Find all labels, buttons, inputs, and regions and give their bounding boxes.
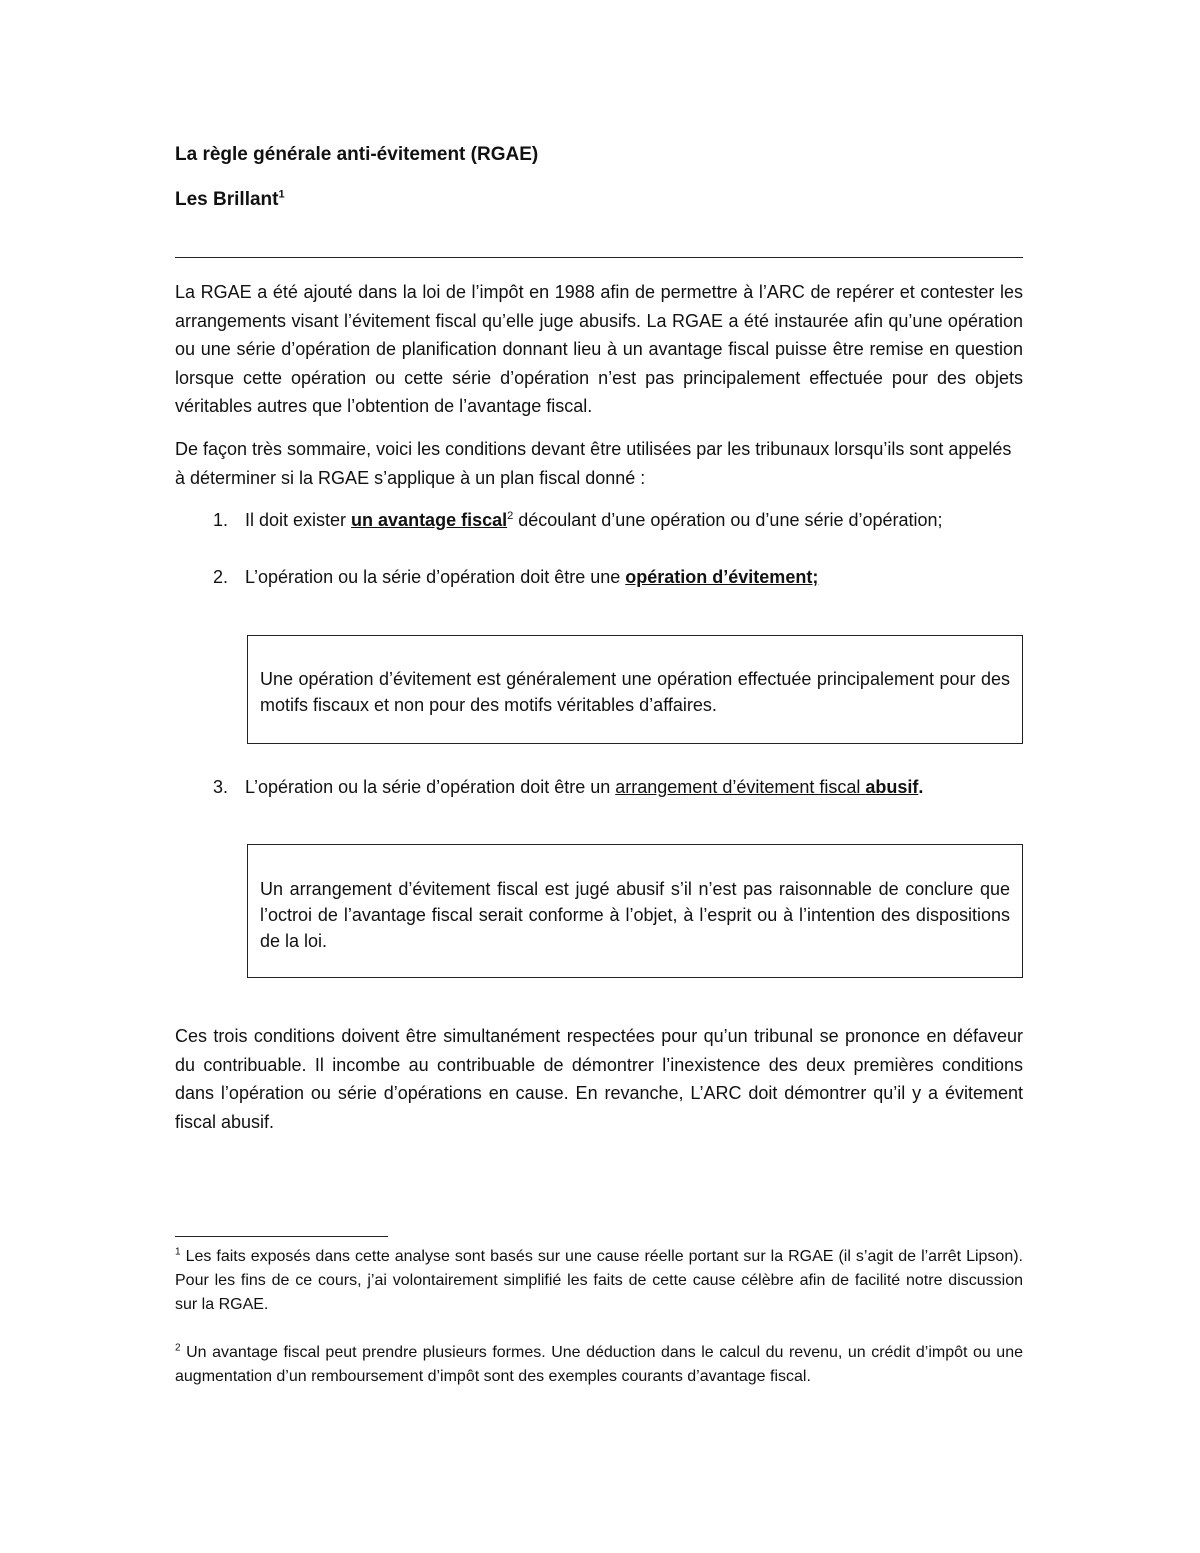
list-number: 1. — [213, 510, 229, 530]
document-title: La règle générale anti-évitement (RGAE) — [175, 144, 539, 165]
conclusion-paragraph: Ces trois conditions doivent être simultanément respectées pour qu’un tribunal se prononce en défaveur du contribuable. Il incombe au contribuable de démontrer l’inexistence des deux premières conditions dans l’opération ou série d’opérations en cause. En revanche, L’ARC doit démontrer qu’il y a évitement fiscal abusif. — [175, 1026, 1023, 1132]
condition-text-end: découlant d’une opération ou d’une série d’opération; — [513, 510, 943, 530]
condition-text: L’opération ou la série d’opération doit être une — [245, 567, 626, 587]
condition-item-2 — [213, 563, 1023, 591]
footnote-ref-1[interactable]: 1 — [278, 188, 285, 201]
footnote-number: 1 — [175, 1246, 181, 1258]
definition-box-avoidance: Une opération d’évitement est généralement une opération effectuée principalement pour des motifs fiscaux et non pour des motifs véritables d’affaires. — [247, 635, 1023, 744]
condition-keyword: un avantage fiscal — [351, 510, 508, 530]
title-separator — [175, 257, 1023, 258]
author-name: Les Brillant — [175, 189, 279, 210]
footnote-text: Les faits exposés dans cette analyse sont basés sur une cause réelle portant sur la RGAE (il s’agit de l’arrêt Lipson). Pour les fins de ce cours, j’ai volontairement simplifié les faits de cette cause célèbre afin de facilité notre discussion sur la RGAE. — [175, 1248, 1023, 1313]
condition-item-3 — [213, 773, 1023, 801]
footnote-1 — [175, 1245, 1023, 1317]
condition-item-1 — [213, 506, 1023, 534]
footnote-separator — [175, 1236, 388, 1237]
conditions-intro-paragraph: De façon très sommaire, voici les conditions devant être utilisées par les tribunaux lorsqu’ils sont appelés à déterminer si la RGAE s’applique à un plan fiscal donné : — [175, 439, 1012, 488]
footnote-number: 2 — [175, 1342, 181, 1354]
definition-box-abusive: Un arrangement d’évitement fiscal est jugé abusif s’il n’est pas raisonnable de conclure que l’octroi de l’avantage fiscal serait conforme à l’objet, à l’esprit ou à l’intention des dispositions de la loi. — [247, 844, 1023, 978]
condition-text: L’opération ou la série d’opération doit être un — [245, 777, 616, 797]
document-author — [175, 185, 285, 215]
condition-keyword-bold: abusif — [865, 777, 919, 797]
condition-keyword: arrangement d’évitement fiscal — [615, 777, 866, 797]
condition-keyword: opération d’évitement; — [625, 567, 819, 587]
list-number: 2. — [213, 567, 229, 587]
condition-text: Il doit exister — [245, 510, 352, 530]
footnote-text: Un avantage fiscal peut prendre plusieurs formes. Une déduction dans le calcul du revenu, un crédit d’impôt ou une augmentation d’un remboursement d’impôt sont des exemples courants d’avantage fiscal. — [175, 1344, 1023, 1385]
footnote-2 — [175, 1341, 1023, 1389]
condition-text-end: . — [918, 777, 924, 797]
footnote-ref-2[interactable]: 2 — [507, 510, 514, 522]
list-number: 3. — [213, 777, 229, 797]
intro-paragraph: La RGAE a été ajouté dans la loi de l’impôt en 1988 afin de permettre à l’ARC de repérer et contester les arrangements visant l’évitement fiscal qu’elle juge abusifs. La RGAE a été instaurée afin qu’une opération ou une série d’opération de planification donnant lieu à un avantage fiscal puisse être remise en question lorsque cette opération ou cette série d’opération n’est pas principalement effectuée pour des objets véritables autres que l’obtention de l’avantage fiscal. — [175, 282, 1023, 416]
